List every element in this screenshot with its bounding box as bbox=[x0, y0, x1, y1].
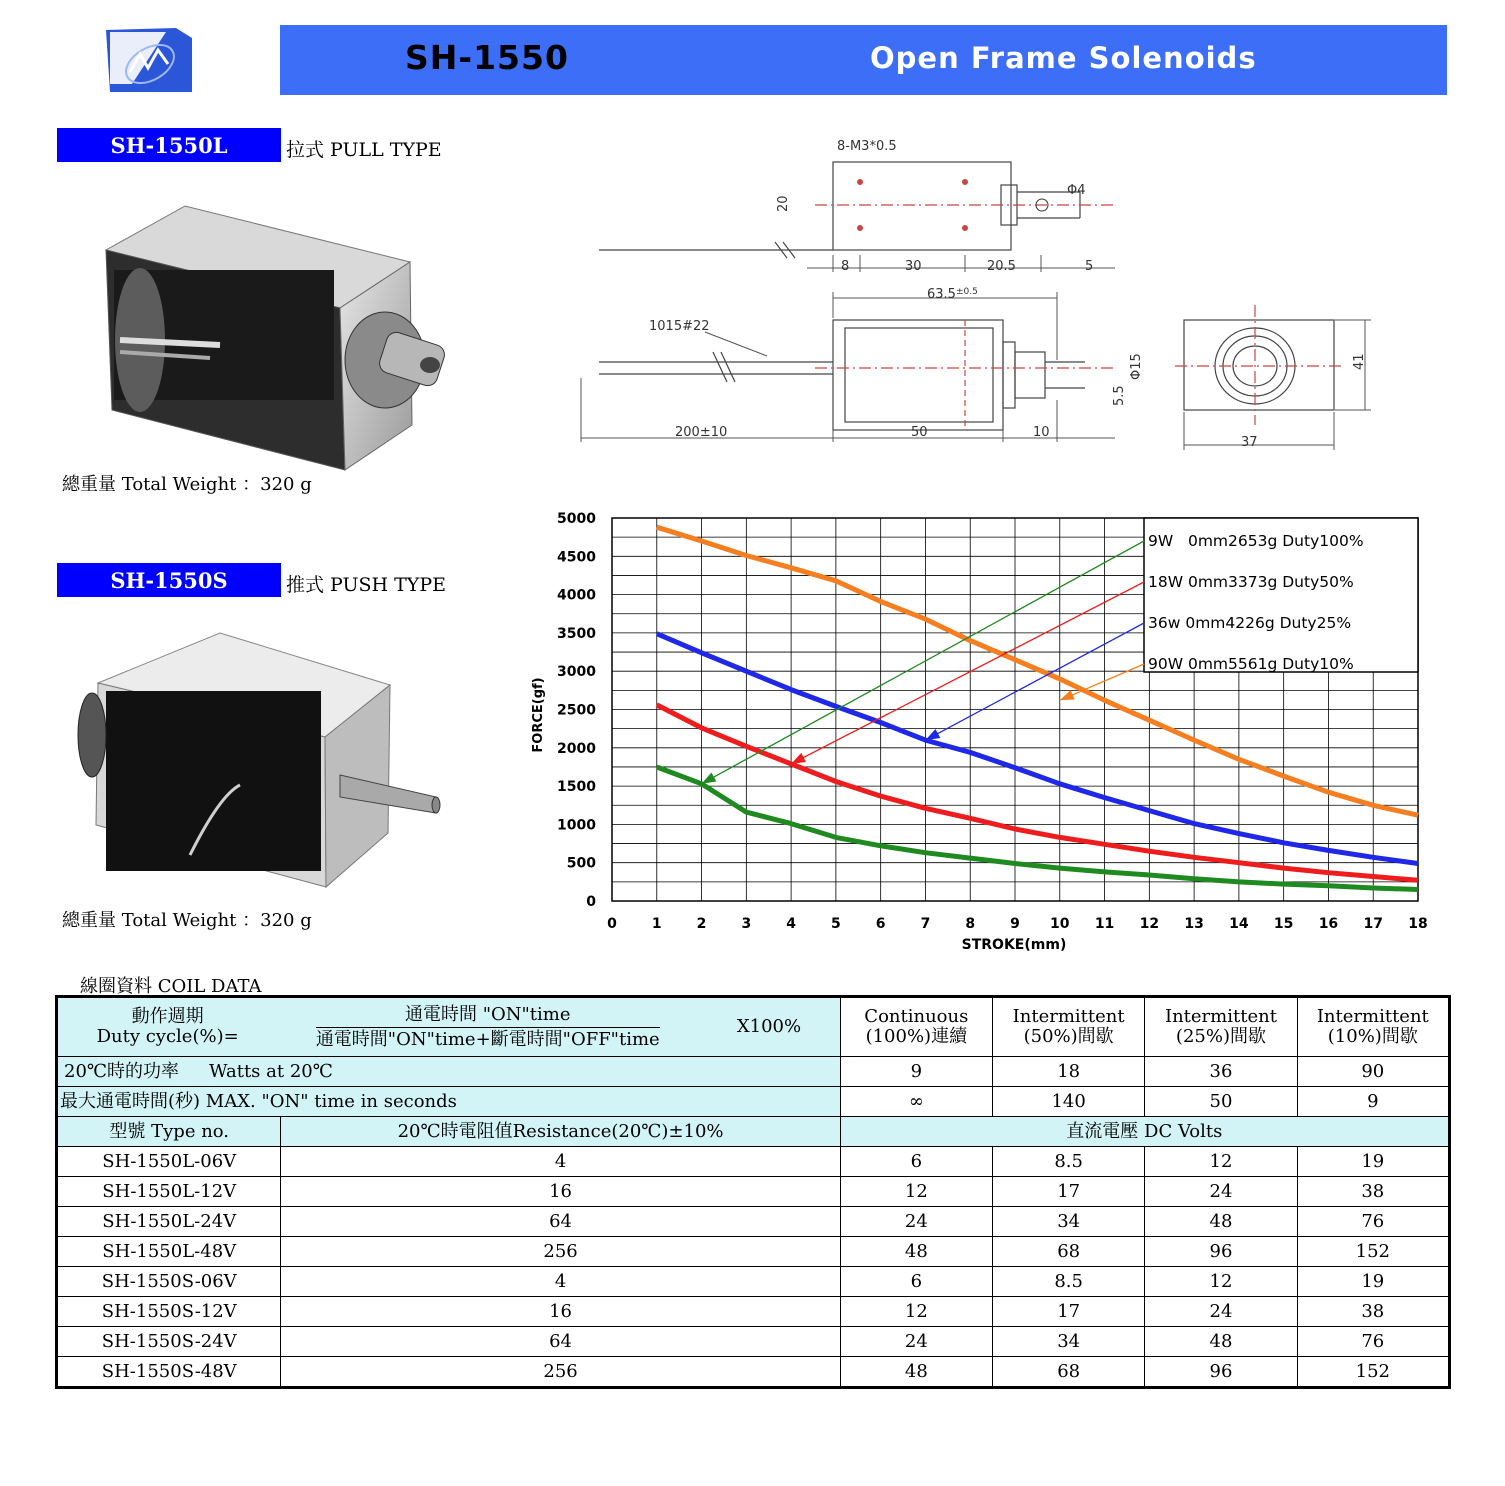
chart-y-ticks bbox=[557, 511, 596, 910]
push-model-tag: SH-1550S bbox=[57, 563, 281, 597]
x-tick-label: 13 bbox=[1184, 916, 1204, 932]
coil-model-cell: SH-1550S-24V bbox=[57, 1327, 281, 1357]
coil-row bbox=[57, 1357, 1450, 1388]
chart-x-label: STROKE(mm) bbox=[961, 937, 1067, 953]
coil-voltage-cell: 24 bbox=[1145, 1177, 1297, 1207]
dim-10: 10 bbox=[1033, 425, 1050, 440]
coil-voltage-cell: 17 bbox=[992, 1297, 1144, 1327]
top-view-body bbox=[833, 162, 1011, 250]
coil-voltage-cell: 48 bbox=[1145, 1207, 1297, 1237]
push-solenoid-photo bbox=[70, 625, 445, 895]
watts-value: 90 bbox=[1297, 1057, 1449, 1087]
company-logo-icon bbox=[106, 28, 194, 94]
y-tick-label: 5000 bbox=[557, 511, 596, 527]
watts-label: 20℃時的功率 Watts at 20℃ bbox=[57, 1057, 841, 1087]
duty-cycle-formula bbox=[57, 997, 841, 1057]
coil-row bbox=[57, 1327, 1450, 1357]
dim-5: 5 bbox=[1085, 259, 1094, 274]
x-tick-label: 0 bbox=[607, 916, 617, 932]
watts-value: 36 bbox=[1145, 1057, 1297, 1087]
coil-voltage-cell: 12 bbox=[1145, 1147, 1297, 1177]
coil-row bbox=[57, 1147, 1450, 1177]
max-on-value: 140 bbox=[992, 1087, 1144, 1117]
coil-voltage-cell: 48 bbox=[840, 1237, 992, 1267]
pull-solenoid-photo bbox=[100, 200, 480, 475]
coil-voltage-cell: 152 bbox=[1297, 1357, 1449, 1388]
coil-voltage-cell: 34 bbox=[992, 1327, 1144, 1357]
mode-intermittent-50: Intermittent (50%)間歇 bbox=[992, 997, 1144, 1057]
coil-model-cell: SH-1550S-12V bbox=[57, 1297, 281, 1327]
coil-voltage-cell: 19 bbox=[1297, 1267, 1449, 1297]
x-tick-label: 3 bbox=[741, 916, 752, 932]
coil-voltage-cell: 12 bbox=[840, 1297, 992, 1327]
pull-model-tag: SH-1550L bbox=[57, 128, 281, 162]
dim-wire: 1015#22 bbox=[649, 319, 710, 334]
coil-voltage-cell: 12 bbox=[1145, 1267, 1297, 1297]
dim-20: 20 bbox=[776, 195, 791, 212]
x-tick-label: 12 bbox=[1139, 916, 1160, 932]
coil-resistance-cell: 256 bbox=[281, 1237, 840, 1267]
dim-37: 37 bbox=[1241, 435, 1258, 450]
coil-voltage-cell: 8.5 bbox=[992, 1147, 1144, 1177]
x-tick-label: 16 bbox=[1318, 916, 1339, 932]
dim-63-5: $63.5^{\pm 0.5}$ bbox=[927, 287, 978, 302]
coil-voltage-cell: 24 bbox=[840, 1207, 992, 1237]
technical-drawing bbox=[575, 130, 1455, 460]
y-tick-label: 2000 bbox=[557, 740, 596, 757]
y-tick-label: 2500 bbox=[557, 702, 596, 719]
coil-rows bbox=[57, 1147, 1450, 1388]
x-tick-label: 4 bbox=[786, 916, 796, 932]
end-view-body bbox=[1184, 320, 1334, 410]
chart-x-ticks bbox=[607, 916, 1428, 932]
coil-row bbox=[57, 1207, 1450, 1237]
coil-resistance-cell: 16 bbox=[281, 1177, 840, 1207]
x-tick-label: 6 bbox=[875, 916, 886, 932]
coil-resistance-cell: 64 bbox=[281, 1327, 840, 1357]
watts-value: 18 bbox=[992, 1057, 1144, 1087]
type-no-header: 型號 Type no. bbox=[57, 1117, 281, 1147]
coil-voltage-cell: 76 bbox=[1297, 1327, 1449, 1357]
y-tick-label: 4500 bbox=[557, 549, 596, 566]
legend-entry: 90W 0mm5561g Duty10% bbox=[1148, 655, 1354, 673]
coil-row bbox=[57, 1297, 1450, 1327]
coil-model-cell: SH-1550S-48V bbox=[57, 1357, 281, 1388]
max-on-value: 9 bbox=[1297, 1087, 1449, 1117]
y-tick-label: 500 bbox=[566, 855, 596, 872]
coil-voltage-cell: 6 bbox=[840, 1267, 992, 1297]
mode-intermittent-25: Intermittent (25%)間歇 bbox=[1145, 997, 1297, 1057]
coil-data-caption: 線圈資料 COIL DATA bbox=[80, 976, 262, 997]
coil-voltage-cell: 68 bbox=[992, 1357, 1144, 1388]
side-view-body bbox=[833, 320, 1003, 430]
coil-voltage-cell: 19 bbox=[1297, 1147, 1449, 1177]
coil-resistance-cell: 16 bbox=[281, 1297, 840, 1327]
dim-8: 8 bbox=[841, 259, 850, 274]
x-tick-label: 9 bbox=[1010, 916, 1020, 932]
coil-voltage-cell: 6 bbox=[840, 1147, 992, 1177]
coil-voltage-cell: 8.5 bbox=[992, 1267, 1144, 1297]
coil-voltage-cell: 68 bbox=[992, 1237, 1144, 1267]
coil-voltage-cell: 12 bbox=[840, 1177, 992, 1207]
y-tick-label: 0 bbox=[586, 894, 596, 910]
coil-model-cell: SH-1550L-48V bbox=[57, 1237, 281, 1267]
dim-screw: 8-M3*0.5 bbox=[837, 139, 897, 154]
dim-200: 200±10 bbox=[675, 425, 728, 440]
duty-numerator: 通電時間 "ON"time bbox=[316, 1005, 660, 1028]
coil-model-cell: SH-1550L-12V bbox=[57, 1177, 281, 1207]
dim-41: 41 bbox=[1352, 353, 1367, 370]
coil-resistance-cell: 4 bbox=[281, 1267, 840, 1297]
x-tick-label: 2 bbox=[696, 916, 707, 932]
chart-y-label: FORCE(gf) bbox=[531, 677, 546, 753]
coil-voltage-cell: 24 bbox=[840, 1327, 992, 1357]
coil-voltage-cell: 38 bbox=[1297, 1177, 1449, 1207]
push-weight-label: 總重量 Total Weight ：320 g bbox=[62, 910, 312, 931]
coil-resistance-cell: 4 bbox=[281, 1147, 840, 1177]
y-tick-label: 1000 bbox=[557, 817, 596, 834]
dim-5-5: 5.5 bbox=[1112, 385, 1127, 406]
y-tick-label: 3000 bbox=[557, 664, 596, 681]
x-tick-label: 14 bbox=[1229, 916, 1249, 932]
coil-resistance-cell: 64 bbox=[281, 1207, 840, 1237]
coil-voltage-cell: 34 bbox=[992, 1207, 1144, 1237]
duty-denominator: 通電時間"ON"time+斷電時間"OFF"time bbox=[315, 1028, 660, 1050]
coil-model-cell: SH-1550L-24V bbox=[57, 1207, 281, 1237]
dc-volts-header: 直流電壓 DC Volts bbox=[840, 1117, 1449, 1147]
x-tick-label: 1 bbox=[651, 916, 662, 932]
coil-row bbox=[57, 1177, 1450, 1207]
x-tick-label: 15 bbox=[1273, 916, 1294, 932]
coil-voltage-cell: 96 bbox=[1145, 1237, 1297, 1267]
dim-50: 50 bbox=[911, 425, 928, 440]
coil-resistance-cell: 256 bbox=[281, 1357, 840, 1388]
coil-row bbox=[57, 1237, 1450, 1267]
x-tick-label: 8 bbox=[965, 916, 976, 932]
force-stroke-chart bbox=[520, 505, 1435, 955]
coil-row bbox=[57, 1267, 1450, 1297]
coil-voltage-cell: 48 bbox=[840, 1357, 992, 1388]
dim-phi15: Φ15 bbox=[1129, 353, 1144, 380]
duty-label-cn: 動作週期 bbox=[131, 1006, 204, 1028]
coil-data-table bbox=[55, 995, 1451, 1389]
y-tick-label: 3500 bbox=[557, 625, 596, 642]
y-tick-label: 1500 bbox=[557, 779, 596, 796]
resistance-header: 20℃時電阻值Resistance(20℃)±10% bbox=[281, 1117, 840, 1147]
dim-20-5: 20.5 bbox=[987, 259, 1016, 274]
max-on-value: 50 bbox=[1145, 1087, 1297, 1117]
x-tick-label: 17 bbox=[1363, 916, 1383, 932]
coil-voltage-cell: 24 bbox=[1145, 1297, 1297, 1327]
legend-entry: 36w 0mm4226g Duty25% bbox=[1148, 614, 1352, 632]
coil-voltage-cell: 38 bbox=[1297, 1297, 1449, 1327]
coil-voltage-cell: 17 bbox=[992, 1177, 1144, 1207]
duty-label-en: Duty cycle(%)= bbox=[96, 1026, 239, 1047]
coil-model-cell: SH-1550S-06V bbox=[57, 1267, 281, 1297]
legend-entry: 18W 0mm3373g Duty50% bbox=[1148, 573, 1354, 591]
x-tick-label: 11 bbox=[1094, 916, 1115, 932]
coil-voltage-cell: 48 bbox=[1145, 1327, 1297, 1357]
coil-voltage-cell: 76 bbox=[1297, 1207, 1449, 1237]
mode-intermittent-10: Intermittent (10%)間歇 bbox=[1297, 997, 1449, 1057]
coil-voltage-cell: 152 bbox=[1297, 1237, 1449, 1267]
header-title: Open Frame Solenoids bbox=[870, 41, 1257, 75]
y-tick-label: 4000 bbox=[557, 587, 596, 604]
x-tick-label: 18 bbox=[1408, 916, 1428, 932]
max-on-value: ∞ bbox=[840, 1087, 992, 1117]
pull-type-label: 拉式 PULL TYPE bbox=[286, 139, 442, 161]
legend-entry: 9W 0mm2653g Duty100% bbox=[1148, 532, 1364, 550]
x-tick-label: 10 bbox=[1050, 916, 1070, 932]
push-type-label: 推式 PUSH TYPE bbox=[286, 574, 446, 596]
x-tick-label: 5 bbox=[831, 916, 841, 932]
coil-voltage-cell: 96 bbox=[1145, 1357, 1297, 1388]
watts-value: 9 bbox=[840, 1057, 992, 1087]
dim-30: 30 bbox=[905, 259, 922, 274]
duty-multiplier: X100% bbox=[736, 1016, 802, 1038]
mode-continuous: Continuous (100%)連續 bbox=[840, 997, 992, 1057]
coil-model-cell: SH-1550L-06V bbox=[57, 1147, 281, 1177]
header-model: SH-1550 bbox=[405, 38, 569, 77]
x-tick-label: 7 bbox=[920, 916, 931, 932]
pull-weight-label: 總重量 Total Weight ：320 g bbox=[62, 474, 312, 495]
max-on-time-label: 最大通電時間(秒) MAX. "ON" time in seconds bbox=[57, 1087, 841, 1117]
dim-pin-diameter: Φ4 bbox=[1067, 183, 1086, 198]
